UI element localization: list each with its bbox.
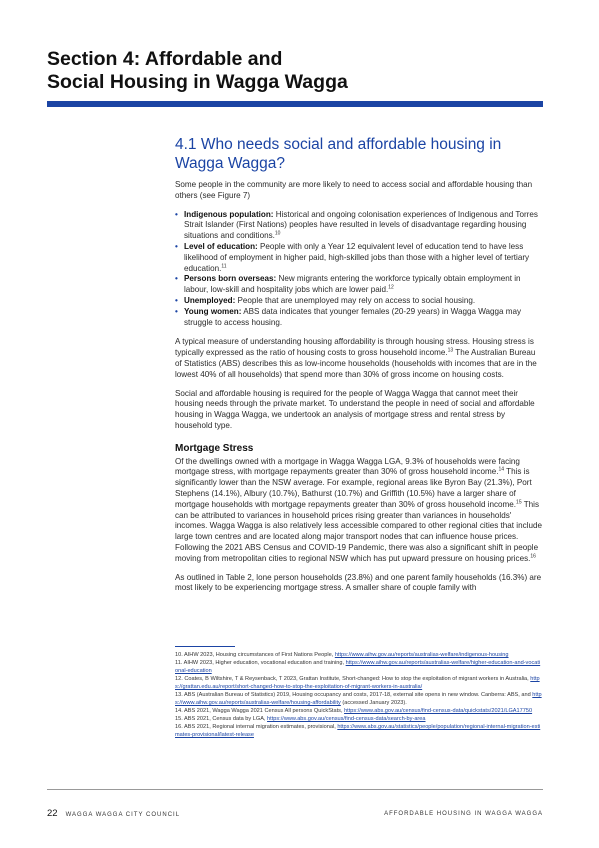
- list-item-text: People that are unemployed may rely on access to social housing.: [235, 295, 476, 305]
- footnote: [175, 691, 543, 707]
- footnote-ref[interactable]: 15: [516, 499, 522, 506]
- footnote-text: 10. AIHW 2023, Housing circumstances of First Nations People,: [175, 652, 335, 658]
- footnote: [175, 651, 543, 659]
- list-item: [175, 242, 543, 274]
- list-item-label: Unemployed:: [184, 295, 236, 305]
- footnote-ref[interactable]: 10: [274, 230, 281, 237]
- footnote-link[interactable]: https://www.aihw.gov.au/reports/australias-welfare/higher-education-and-vocational-education: [175, 660, 541, 675]
- subsection-title: 4.1 Who needs social and affordable housing in Wagga Wagga?: [175, 136, 502, 172]
- footnote-link[interactable]: https://www.abs.gov.au/statistics/people/population/regional-internal-migration-estimates-provisional/latest-release: [175, 724, 541, 739]
- footnote-text: 13. ABS (Australian Bureau of Statistics) 2019, Housing occupancy and costs, 2017-18, external site opens in new window. Canberra: ABS, and: [175, 692, 533, 699]
- footnote-link[interactable]: https://www.aihw.gov.au/reports/australias-welfare/indigenous-housing: [334, 652, 509, 658]
- footnote-text: 15. ABS 2021, Census data by LGA,: [175, 716, 268, 723]
- footnote-link[interactable]: https://www.abs.gov.au/census/find-census-data/quickstats/2021/LGA17750: [344, 708, 533, 715]
- intro-paragraph: Some people in the community are more likely to need to access social and affordable housing than others (see Figure 7): [175, 180, 533, 200]
- paragraph-text: A typical measure of understanding housing affordability is through housing stress. Housing stress is typically expressed as the ratio of housing costs to gross household income.: [175, 337, 534, 358]
- footnotes: [175, 651, 543, 740]
- footnote-text: 14. ABS 2021, Wagga Wagga 2021 Census All persons QuickStats,: [175, 708, 345, 715]
- footnote-link[interactable]: https://grattan.edu.au/report/short-changed-how-to-stop-the-exploitation-of-migrant-workers-in-australia/: [175, 676, 540, 691]
- list-item-text: Historical and ongoing colonisation experiences of Indigenous and Torres Strait Islander (First Nations) peoples have resulted in levels of disadvantage regarding housing situations and conditions.: [184, 209, 538, 241]
- paragraph-text: Of the dwellings owned with a mortgage in Wagga Wagga LGA, 9.3% of households were facing mortgage stress, with mortgage repayments greater than 30% of gross household income.: [175, 456, 520, 477]
- footnote-ref[interactable]: 13: [447, 347, 454, 354]
- section-title: [47, 48, 567, 94]
- list-item: [175, 307, 543, 329]
- footnote: [175, 707, 543, 715]
- paragraph-text: This is significantly lower than the NSW average. For example, regional areas like Byron Bay (21.3%), Port Stephens (14.1%), Albury (10.7%), Bathurst (10.7%) and Griffith (10.5%) have a larger share of mortgage households with mortgage repayments greater than 30% of gross household income.: [175, 467, 532, 509]
- paragraph-text: The Australian Bureau of Statistics (ABS) describes this as low-income households (households with incomes that are in the lowest 40% of all households) that spend more than 30% of gross income on housing costs.: [175, 348, 537, 379]
- footnote: [175, 715, 543, 723]
- footnote-ref[interactable]: 11: [221, 262, 227, 269]
- paragraph-text: This can be attributed to variances in household prices rising greater than variances in households' incomes. Wagga Wagga is also relatively less accessible compared to other regional cities that include large town centres and are located along major transport nodes that can influence house prices. Following the 2021 ABS Census and COVID-19 Pandemic, there was also a significant shift in people moving from metropolitan cities to regional NSW which has put upward pressure on housing prices.: [175, 499, 542, 563]
- footnote-text: 16. ABS 2021, Regional internal migration estimates, provisional,: [175, 724, 338, 731]
- list-item-label: Persons born overseas:: [184, 274, 277, 284]
- footer-document-title: AFFORDABLE HOUSING IN WAGGA WAGGA: [384, 811, 543, 817]
- body-content: [175, 180, 543, 602]
- footnote-divider: [175, 646, 235, 647]
- footer-divider: [47, 789, 543, 790]
- footnote-link[interactable]: https://www.aihw.gov.au/reports/australias-welfare/housing-affordability: [175, 692, 542, 707]
- list-item-label: Young women:: [184, 306, 242, 316]
- section-title-line-2: Social Housing in Wagga Wagga: [47, 71, 348, 93]
- mortgage-stress-heading: Mortgage Stress: [175, 442, 254, 454]
- mortgage-stress-paragraph: [175, 457, 543, 565]
- list-item-label: Indigenous population:: [184, 209, 274, 219]
- social-housing-paragraph: Social and affordable housing is required for the people of Wagga Wagga that cannot meet their housing needs through the private market. To understand the people in need of social and affordable housing in Wagga Wagga, we undertook an analysis of mortgage stress and rental stress by household type.: [175, 388, 535, 430]
- footnote-link[interactable]: https://www.abs.gov.au/census/find-census-data/search-by-area: [267, 716, 426, 723]
- footer-left: [47, 808, 180, 819]
- footnote-text: 12. Coates, B Wiltshire, T & Reysenback, T 2023, Grattan Institute, Short-changed: How to stop the exploitation of migrant workers in Australia,: [175, 676, 531, 683]
- section-title-line-1: Section 4: Affordable and: [47, 48, 283, 70]
- footnote-text: 11. AIHW 2023, Higher education, vocational education and training,: [175, 660, 346, 667]
- title-divider-band: [47, 101, 543, 107]
- footnote: [175, 675, 543, 691]
- list-item-text: New migrants entering the workforce typically obtain employment in labour, low-skill and hospitality jobs which are lower paid.: [184, 274, 521, 295]
- list-item: [175, 210, 543, 242]
- housing-stress-paragraph: [175, 337, 543, 380]
- footnote-ref[interactable]: 12: [388, 284, 394, 291]
- list-item-text: People with only a Year 12 equivalent level of education tend to have less likelihood of employment in higher paid, high-skilled jobs than those with a higher level of tertiary education.: [184, 241, 530, 273]
- list-item-label: Level of education:: [184, 241, 258, 251]
- footnote-ref[interactable]: 16: [530, 553, 536, 560]
- list-item-text: ABS data indicates that younger females (20-29 years) in Wagga Wagga may struggle to access housing.: [184, 306, 522, 327]
- list-item: [175, 296, 543, 307]
- footer-organisation: WAGGA WAGGA CITY COUNCIL: [65, 812, 181, 818]
- page-number: 22: [47, 808, 58, 819]
- footnote: [175, 723, 543, 739]
- list-item: [175, 274, 543, 296]
- footnote-ref[interactable]: 14: [498, 466, 505, 473]
- footnote-text: (accessed January 2023).: [340, 700, 407, 707]
- footnote: [175, 659, 543, 675]
- table-reference-paragraph: As outlined in Table 2, lone person households (23.8%) and one parent family households (16.3%) are most likely to be experiencing mortgage stress. A smaller share of couple family with: [175, 572, 542, 593]
- needs-list: [175, 210, 543, 329]
